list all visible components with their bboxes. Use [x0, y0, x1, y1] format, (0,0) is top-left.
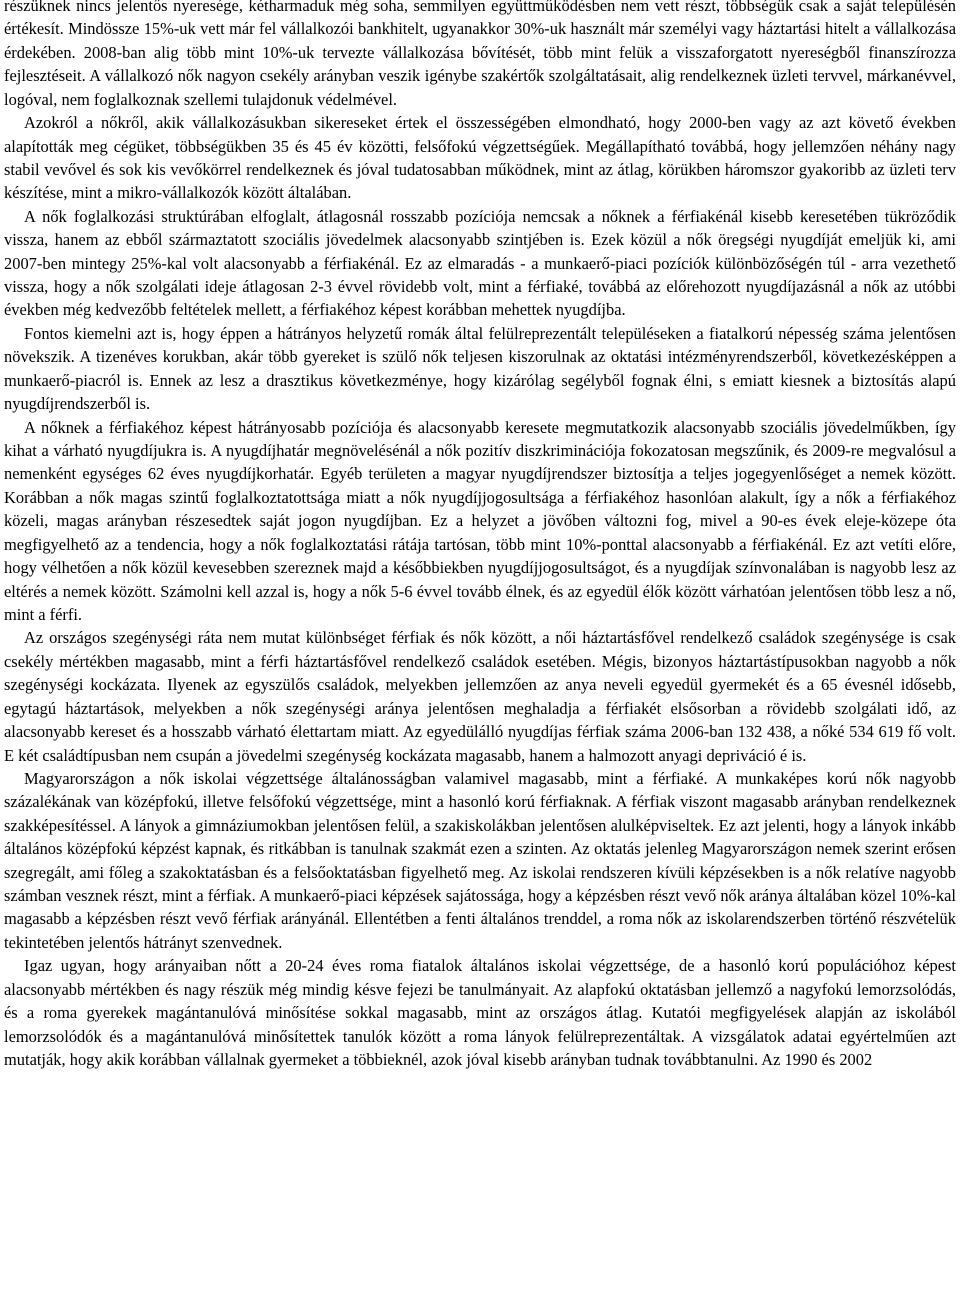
- paragraph-4: Fontos kiemelni azt is, hogy éppen a hátrányos helyzetű romák által felülreprezentált településeken a fiatalkorú népesség száma jelentősen növekszik. A tizenéves korukban, akár több gyereket is szülő nők teljesen kiszorulnak az oktatási intézményrendszerből, következésképpen a munkaerő-piacról is. Ennek az lesz a drasztikus következménye, hogy kizárólag segélyből fognak élni, s emiatt kiesnek a biztosítás alapú nyugdíjrendszerből is.: [4, 323, 956, 414]
- paragraph-8: Igaz ugyan, hogy arányaiban nőtt a 20-24 éves roma fiatalok általános iskolai végzettsége, de a hasonló korú populációhoz képest alacsonyabb mértékben és nagy részük még mindig késve fejezi be tanulmányait. Az alapfokú oktatásban jellemző a nagyfokú lemorzsolódás, és a roma gyerekek magántanulóvá minősítése sokkal magasabb, mint az országos átlag. Kutatói megfigyelések alapján az iskolából lemorzsolódók és a magántanulóvá minősítettek tanulók között a roma lányok felülreprezentáltak. A vizsgálatok adatai egyértelműen azt mutatják, hogy akik korábban vállalnak gyermeket a többieknél, azok jóval kisebb arányban tudnak továbbtanulni. Az 1990 és 2002: [4, 956, 956, 1069]
- paragraph-1: részüknek nincs jelentős nyeresége, kétharmaduk még soha, semmilyen együttműködésben nem vett részt, többségük csak a saját településén értékesít. Mindössze 15%-uk vett már fel vállalkozói bankhitelt, ugyanakkor 30%-uk használt már személyi vagy háztartási hitelt a vállalkozása érdekében. 2008-ban alig több mint 10%-uk tervezte vállalkozása bővítését, több mint felük a visszaforgatott nyereségből finanszírozza fejlesztéseit. A vállalkozó nők nagyon csekély arányban veszik igénybe szakértők szolgáltatásait, alig rendelkeznek üzleti tervvel, márkanévvel, logóval, nem foglalkoznak szellemi tulajdonuk védelmével.: [4, 0, 956, 109]
- paragraph-2: Azokról a nőkről, akik vállalkozásukban sikereseket értek el összességében elmondható, hogy 2000-ben vagy az azt követő években alapították meg cégüket, többségükben 35 és 45 év közötti, felsőfokú végzettségűek. Megállapítható továbbá, hogy jellemzően néhány nagy stabil vevővel és sok kis vevőkörrel rendelkeznek és jóval tudatosabban működnek, mint az átlag, körükben háromszor gyakoribb az üzleti terv készítése, mint a mikro-vállalkozók között általában.: [4, 113, 956, 203]
- paragraph-7: Magyarországon a nők iskolai végzettsége általánosságban valamivel magasabb, mint a férfiaké. A munkaképes korú nők nagyobb százalékának van középfokú, illetve felsőfokú végzettsége, mint a hasonló korú férfiaknak. A férfiak viszont magasabb arányban rendelkeznek szakképesítéssel. A lányok a gimnáziumokban jelentősen felül, a szakiskolákban jelentősen alulképviseltek. Ez azt jelenti, hogy a lányok inkább általános középfokú képzést kapnak, és ritkábban is tanulnak szakmát ezen a szinten. Az oktatás jelenleg Magyarországon nemek szerint erősen szegregált, ami főleg a szakoktatásban és a felsőoktatásban figyelhető meg. Az iskolai rendszeren kívüli képzésekben is a nők relatíve nagyobb számban vesznek részt, mint a férfiak. A munkaerő-piaci képzések sajátossága, hogy a képzésben részt vevő nők aránya általában közel 10%-kal magasabb a képzésben részt vevő férfiak arányánál. Ellentétben a fenti általános trenddel, a roma nők az iskolarendszerben történő részvételük tekintetében jelentős hátrányt szenvednek.: [4, 768, 956, 952]
- paragraph-3: A nők foglalkozási struktúrában elfoglalt, átlagosnál rosszabb pozíciója nemcsak a nőknek a férfiakénál kisebb keresetében tükröződik vissza, hanem az ebből származtatott szociális jövedelmek alacsonyabb szintjében is. Ezek közül a nők öregségi nyugdíját emeljük ki, ami 2007-ben mintegy 25%-kal volt alacsonyabb a férfiakénál. Ez az elmaradás - a munkaerő-piaci pozíciók különbözőségén túl - arra vezethető vissza, hogy a nők szolgálati ideje átlagosan 2-3 évvel rövidebb volt, mint a férfiaké, továbbá az előrehozott nyugdíjazásnál a nők az utóbbi években még kedvezőbb feltételek mellett, a férfiakéhoz képest korábban mehettek nyugdíjba.: [4, 206, 956, 320]
- paragraph-6: Az országos szegénységi ráta nem mutat különbséget férfiak és nők között, a női háztartásfővel rendelkező családok szegénysége is csak csekély mértékben magasabb, mint a férfi háztartásfővel rendelkező családok esetében. Mégis, bizonyos háztartástípusokban nagyobb a nők szegénységi kockázata. Ilyenek az egyszülős családok, melyekben jellemzően az anya neveli egyedül gyermekét és a 65 évesnél idősebb, egytagú háztartások, melyekben a nők szegénységi aránya jelentősen meghaladja a férfiakét elsősorban a rövidebb szolgálati idő, az alacsonyabb kereset és a hosszabb várható élettartam miatt. Az egyedülálló nyugdíjas férfiak száma 2006-ban 132 438, a nőké 534 619 fő volt. E két családtípusban nem csupán a jövedelmi szegénység kockázata magasabb, hanem a halmozott anyagi depriváció é is.: [4, 628, 956, 765]
- paragraph-5: A nőknek a férfiakéhoz képest hátrányosabb pozíciója és alacsonyabb keresete megmutatkozik alacsonyabb szociális jövedelműkben, így kihat a várható nyugdíjukra is. A nyugdíjhatár megnövelésénál a nők pozitív diszkriminációja fokozatosan megszűnik, és 2009-re megvalósul a nemenként egységes 62 éves nyugdíjkorhatár. Egyéb területen a magyar nyugdíjrendszer biztosítja a teljes jogegyenlőséget a nemek között. Korábban a nők magas szintű foglalkoztatottsága miatt a nők nyugdíjjogosultsága a férfiakéhoz hasonlóan alakult, így a nők a férfiakéhoz közeli, magas arányban részesedtek saját jogon nyugdíjban. Ez a helyzet a jövőben változni fog, mivel a 90-es évek eleje-közepe óta megfigyelhető az a tendencia, hogy a nők foglalkoztatási rátája tartósan, több mint 10%-ponttal alacsonyabb a férfiakénál. Ez azt vetíti előre, hogy vélhetően a nők közül kevesebben szereznek majd a későbbiekben nyugdíjjogosultságot, és a nyugdíjak színvonalában is nagyobb lesz az eltérés a nemek között. Számolni kell azzal is, hogy a nők 5-6 évvel tovább élnek, és az egyedül élők között várhatóan jelentősen több lesz a nő, mint a férfi.: [4, 417, 956, 624]
